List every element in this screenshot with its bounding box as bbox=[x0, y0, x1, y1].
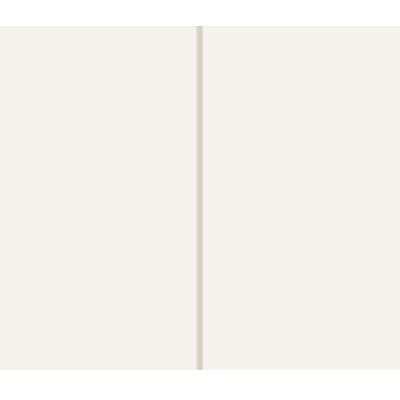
left-page bbox=[0, 26, 197, 370]
booklet-spread bbox=[0, 26, 400, 370]
right-page bbox=[203, 26, 400, 370]
